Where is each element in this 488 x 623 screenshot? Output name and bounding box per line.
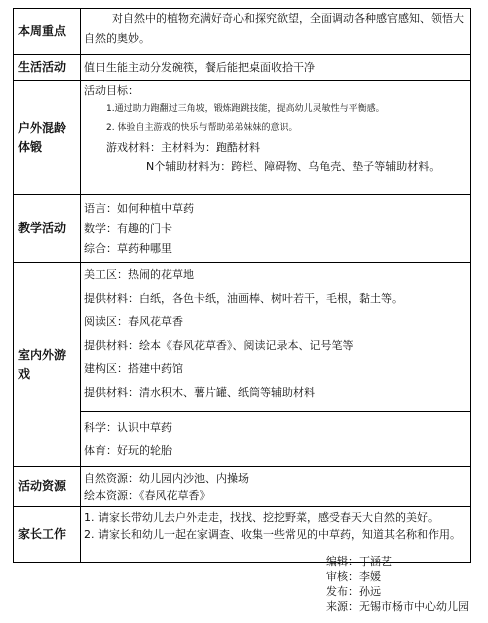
outdoor-goal-2: 2. 体验自主游戏的快乐与帮助弟弟妹妹的意识。 <box>106 123 298 133</box>
teaching-cell <box>81 195 471 263</box>
label-family: 家长工作 <box>14 507 81 563</box>
row-focus <box>14 9 471 55</box>
row-teaching <box>14 195 471 263</box>
label-resources: 活动资源 <box>14 467 81 507</box>
row-games-2 <box>14 412 471 467</box>
label-life: 生活活动 <box>14 55 81 81</box>
label-outdoor: 户外混龄体锻 <box>14 81 81 195</box>
resources-item: 绘本资源：《春风花草香》 <box>84 489 211 502</box>
games-item: 提供材料：清水积木、薯片罐、纸筒等辅助材料 <box>84 385 315 399</box>
footer-reviewer: 审核：李媛 <box>326 570 381 583</box>
label-teaching: 教学活动 <box>14 195 81 263</box>
row-resources <box>14 467 471 507</box>
outdoor-goal-1: 1.通过助力跑翻过三角坡，锻炼跑跳技能，提高幼儿灵敏性与平衡感。 <box>106 104 385 114</box>
games-item: 提供材料：绘本《春风花草香》、阅读记录本、记号笔等 <box>84 338 354 352</box>
label-games: 室内外游戏 <box>14 263 81 467</box>
outdoor-material-aux: N个辅助材料为：跨栏、障碍物、乌龟壳、垫子等辅助材料。 <box>146 160 441 173</box>
family-item-1: 1. 请家长带幼儿去户外走走，找找、挖挖野菜，感受春天大自然的美好。 <box>84 511 439 524</box>
footer-publisher: 发布：孙远 <box>326 585 381 598</box>
games-item: 阅读区：春风花草香 <box>84 315 183 328</box>
games-item: 建构区：搭建中药馆 <box>84 362 183 375</box>
row-life <box>14 55 471 81</box>
teaching-item: 数学：有趣的门卡 <box>84 222 172 235</box>
games-item: 体育：好玩的轮胎 <box>84 444 172 457</box>
resources-item: 自然资源：幼儿园内沙池、内操场 <box>84 472 249 485</box>
family-item-2: 2. 请家长和幼儿一起在家调查、收集一些常见的中草药，知道其名称和作用。 <box>84 528 461 541</box>
outdoor-cell <box>81 81 471 195</box>
games-cell-2 <box>81 412 471 467</box>
teaching-item: 综合：草药种哪里 <box>84 242 172 255</box>
games-item: 科学：认识中草药 <box>84 421 172 434</box>
resources-cell <box>81 467 471 507</box>
teaching-item: 语言：如何种植中草药 <box>84 202 194 215</box>
outdoor-goal-title: 活动目标： <box>84 84 139 97</box>
row-outdoor <box>14 81 471 195</box>
focus-text: 对自然中的植物充满好奇心和探究欲望，全面调动各种感官感知、领悟大自然的奥妙。 <box>81 9 471 55</box>
games-cell <box>81 263 471 412</box>
footer-source: 来源：无锡市杨市中心幼儿园 <box>326 600 469 613</box>
weekly-plan-table <box>13 8 471 563</box>
outdoor-material-main: 游戏材料：主材料为：跑酷材料 <box>106 141 260 154</box>
games-item: 提供材料：白纸，各色卡纸，油画棒、树叶若干，毛根，黏土等。 <box>84 291 403 305</box>
games-item: 美工区：热闹的花草地 <box>84 268 194 281</box>
life-text: 值日生能主动分发碗筷，餐后能把桌面收拾干净 <box>81 55 471 81</box>
row-games <box>14 263 471 412</box>
footer-editor: 编辑：丁涵艺 <box>326 555 392 568</box>
label-focus: 本周重点 <box>14 9 81 55</box>
footer-credits <box>326 554 469 614</box>
